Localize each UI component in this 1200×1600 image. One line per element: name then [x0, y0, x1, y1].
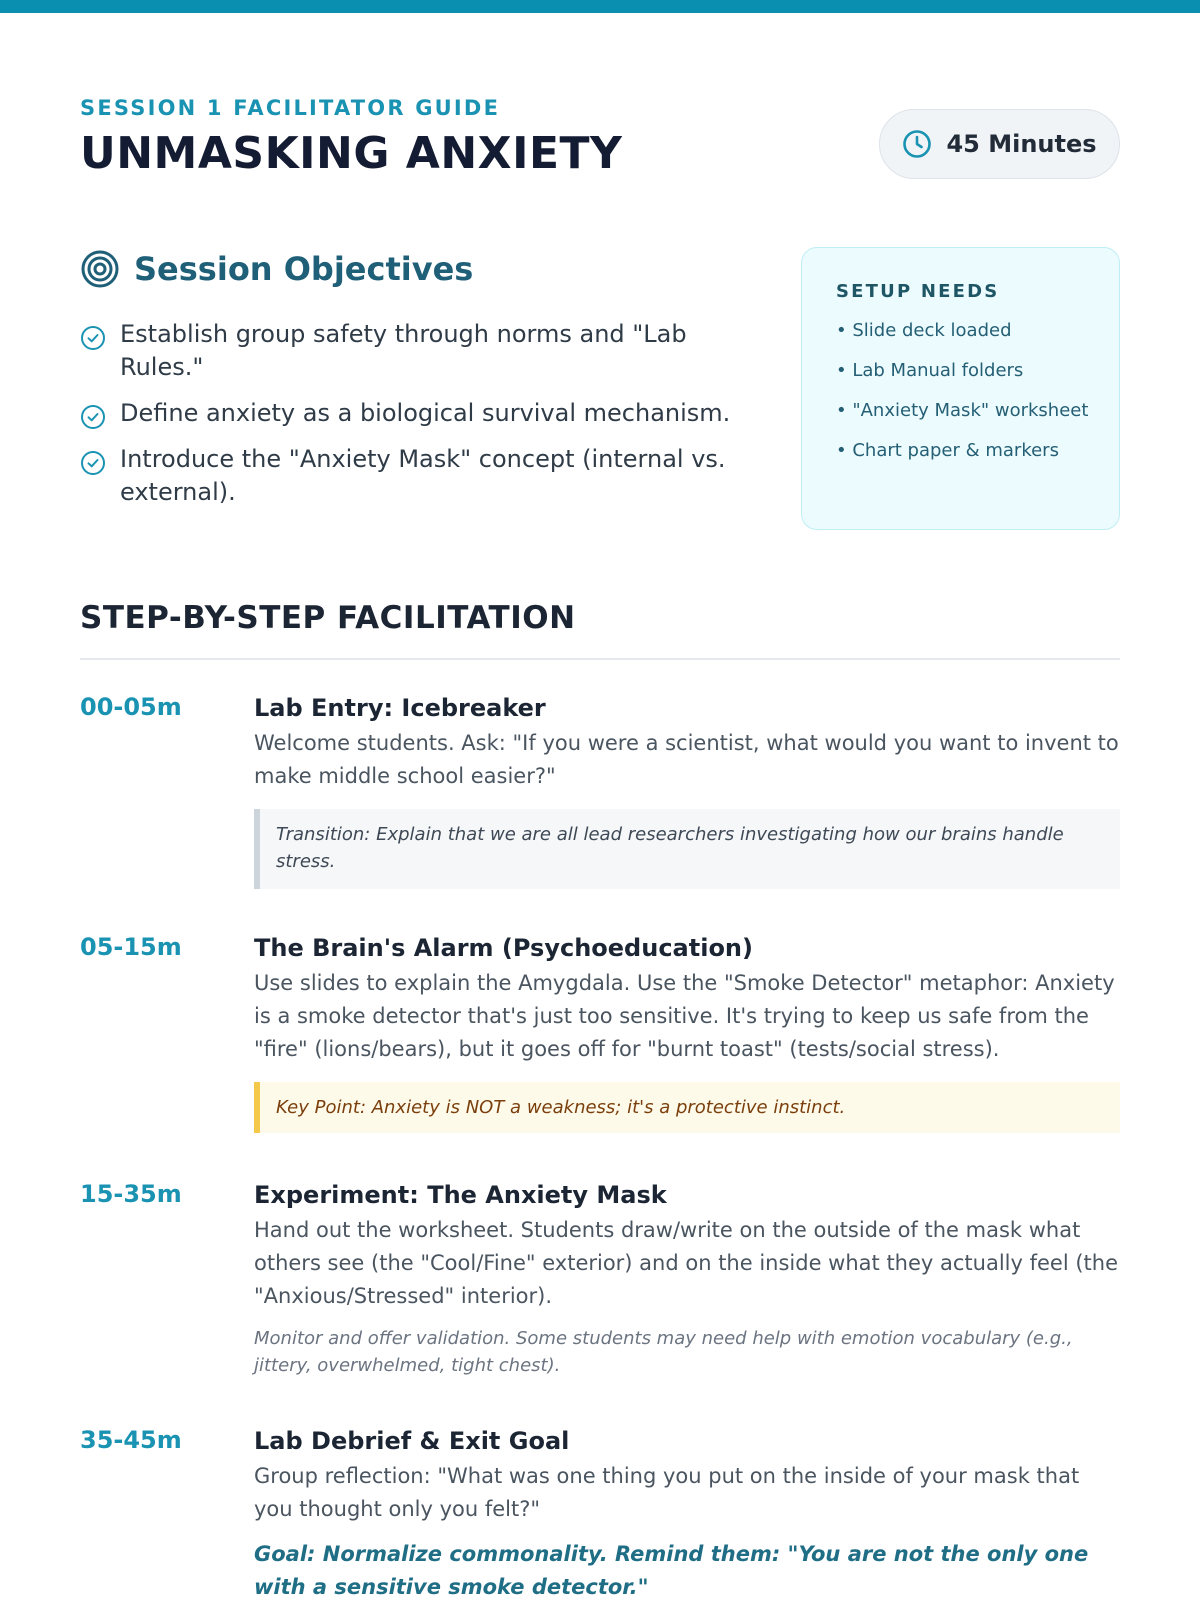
step-body: [254, 1426, 1120, 1600]
monitor-note: Monitor and offer validation. Some students may need help with emotion vocabulary (e.g., jittery, overwhelmed, tight chest).: [254, 1328, 1073, 1376]
step-description: Hand out the worksheet. Students draw/write on the outside of the mask what others see (the "Cool/Fine" exterior) and on the inside what they actually feel (the "Anxious/Stressed" interior).: [254, 1218, 1119, 1308]
duration-badge: [879, 109, 1120, 179]
step-title: Lab Debrief & Exit Goal: [254, 1427, 570, 1455]
top-accent-bar: [0, 0, 1200, 13]
objective-item: [80, 397, 740, 430]
key-point-note: Key Point: Anxiety is NOT a weakness; it's a protective instinct.: [254, 1082, 1120, 1133]
duration-label: 45 Minutes: [946, 130, 1097, 158]
setup-item: • Chart paper & markers: [836, 440, 1059, 461]
section-divider: [80, 658, 1120, 660]
objective-item: [80, 318, 740, 384]
objectives-heading: [80, 249, 473, 289]
transition-note: Transition: Explain that we are all lead researchers investigating how our brains handle stress.: [254, 809, 1120, 889]
setup-heading: SETUP NEEDS: [836, 281, 1000, 302]
step-title: Lab Entry: Icebreaker: [254, 694, 546, 722]
step-body: [254, 1180, 1120, 1379]
objective-text: Establish group safety through norms and "Lab Rules.": [120, 320, 687, 381]
step-title: The Brain's Alarm (Psychoeducation): [254, 934, 753, 962]
step-time: 35-45m: [80, 1426, 182, 1454]
check-circle-icon: [80, 325, 106, 351]
setup-needs-card: [801, 247, 1120, 530]
target-icon: [80, 249, 120, 289]
step-time: 15-35m: [80, 1180, 182, 1208]
page-title: UNMASKING ANXIETY: [80, 128, 623, 179]
setup-list: [836, 318, 1097, 464]
step-time: 00-05m: [80, 693, 182, 721]
clock-icon: [902, 129, 932, 159]
objective-item: [80, 443, 740, 509]
step-description: Welcome students. Ask: "If you were a scientist, what would you want to invent to make middle school easier?": [254, 731, 1119, 788]
objectives-title: Session Objectives: [134, 250, 474, 288]
setup-item: • Lab Manual folders: [836, 360, 1024, 381]
step-body: [254, 933, 1120, 1133]
step-body: [254, 693, 1120, 889]
setup-item: • Slide deck loaded: [836, 320, 1012, 341]
objectives-list: [80, 318, 740, 522]
objective-text: Define anxiety as a biological survival mechanism.: [120, 399, 731, 427]
check-circle-icon: [80, 450, 106, 476]
objective-text: Introduce the "Anxiety Mask" concept (internal vs. external).: [120, 445, 726, 506]
step-description: Use slides to explain the Amygdala. Use the "Smoke Detector" metaphor: Anxiety is a smoke detector that's just too sensitive. It's trying to keep us safe from the "fire" (lions/bears), but it goes off for "burnt toast" (tests/social stress).: [254, 971, 1115, 1061]
goal-note: Goal: Normalize commonality. Remind them: "You are not the only one with a sensitive smoke detector.": [254, 1542, 1089, 1599]
setup-item: • "Anxiety Mask" worksheet: [836, 400, 1089, 421]
step-title: Experiment: The Anxiety Mask: [254, 1181, 667, 1209]
step-description: Group reflection: "What was one thing you put on the inside of your mask that you thought only you felt?": [254, 1464, 1080, 1521]
guide-eyebrow: SESSION 1 FACILITATOR GUIDE: [80, 96, 501, 120]
facilitation-heading: STEP-BY-STEP FACILITATION: [80, 600, 576, 636]
step-time: 05-15m: [80, 933, 182, 961]
check-circle-icon: [80, 404, 106, 430]
